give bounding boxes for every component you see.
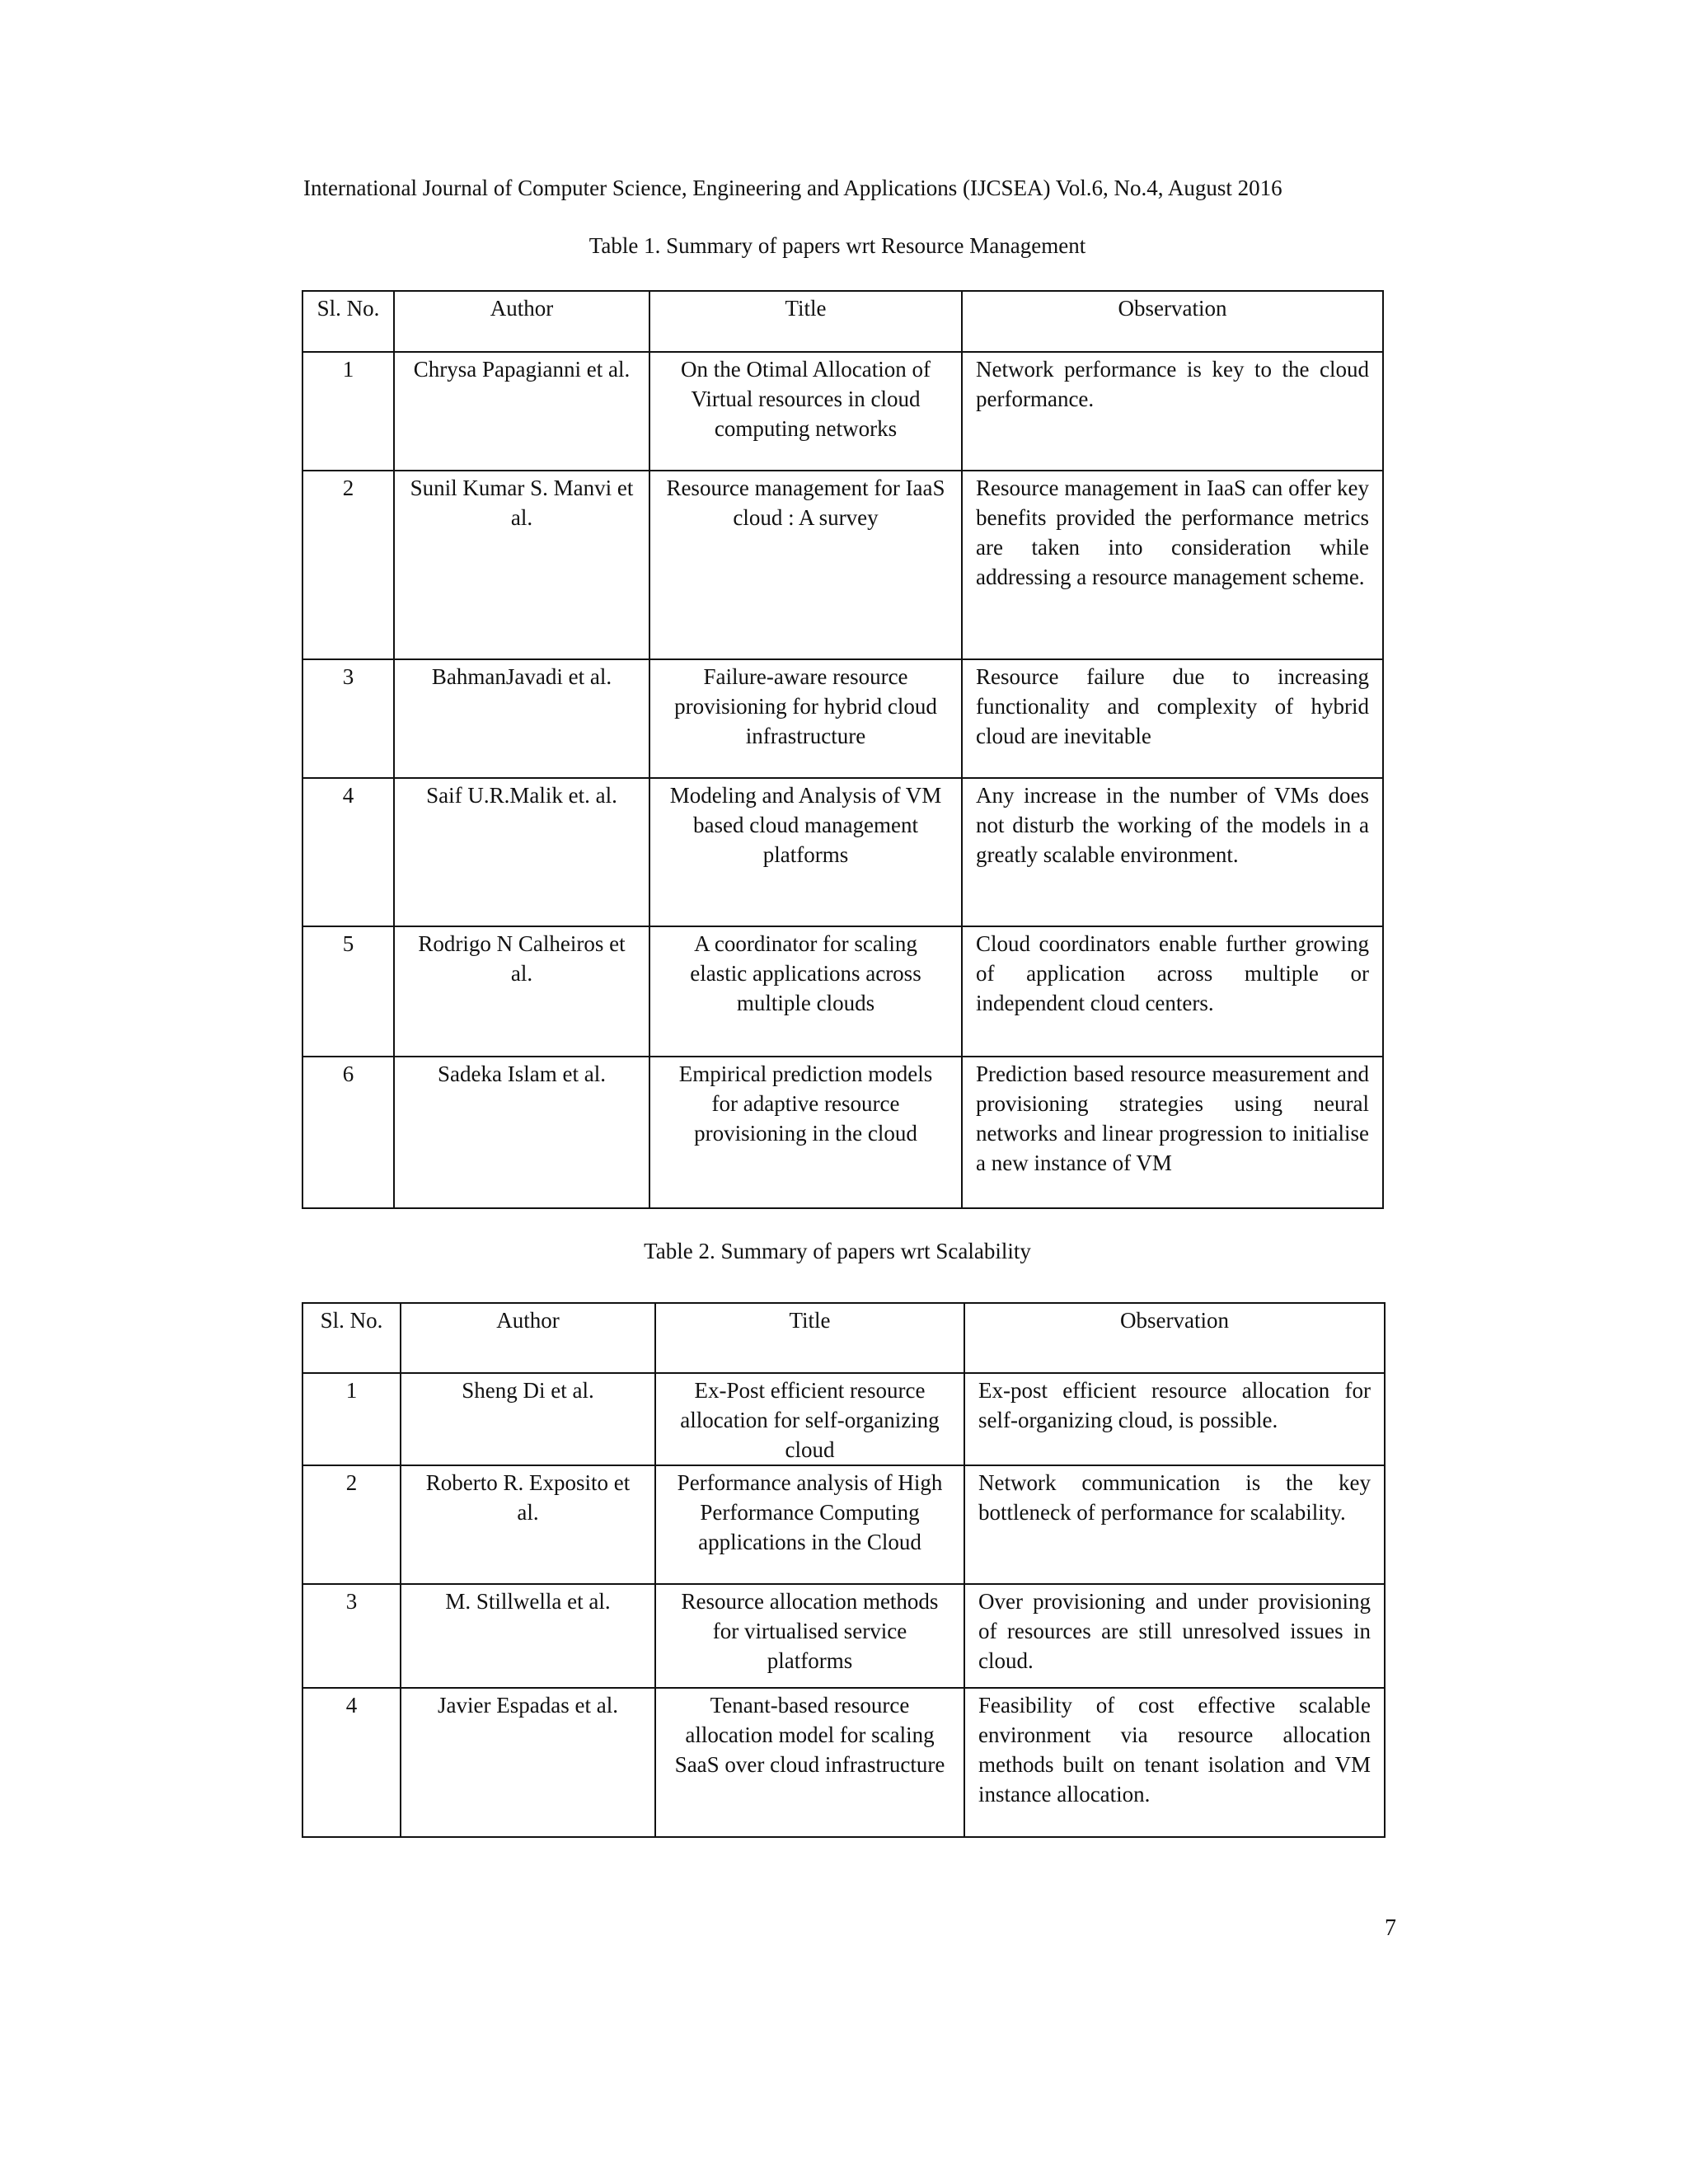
table1-resource-management: [302, 290, 1384, 1209]
table2-header-row: [302, 1303, 1385, 1373]
cell-observation: Prediction based resource measurement and provisioning strategies using neural networks and linear progression to initialise a new instance of VM: [962, 1057, 1383, 1208]
column-header-title: Title: [655, 1303, 964, 1373]
table1-caption: Table 1. Summary of papers wrt Resource Management: [588, 233, 1086, 258]
table-row: [302, 1584, 1385, 1688]
cell-sl-no: 3: [302, 659, 394, 778]
table-row: [302, 471, 1383, 659]
table-row: [302, 352, 1383, 471]
cell-observation: Resource failure due to increasing functionality and complexity of hybrid cloud are inevitable: [962, 659, 1383, 778]
table-row: [302, 778, 1383, 926]
table2-caption: Table 2. Summary of papers wrt Scalability: [644, 1239, 1031, 1263]
cell-observation: Ex-post efficient resource allocation for self-organizing cloud, is possible.: [964, 1373, 1385, 1465]
column-header-sl-no: Sl. No.: [302, 1303, 401, 1373]
cell-author: Chrysa Papagianni et al.: [394, 352, 649, 471]
table-row: [302, 926, 1383, 1057]
cell-sl-no: 5: [302, 926, 394, 1057]
cell-author: Javier Espadas et al.: [401, 1688, 655, 1837]
column-header-author: Author: [394, 291, 649, 352]
cell-observation: Feasibility of cost effective scalable environment via resource allocation methods built on tenant isolation and VM instance allocation.: [964, 1688, 1385, 1837]
cell-sl-no: 6: [302, 1057, 394, 1208]
cell-sl-no: 3: [302, 1584, 401, 1688]
cell-title: Empirical prediction models for adaptive resource provisioning in the cloud: [649, 1057, 962, 1208]
cell-sl-no: 1: [302, 352, 394, 471]
cell-title: Failure-aware resource provisioning for hybrid cloud infrastructure: [649, 659, 962, 778]
cell-observation: Cloud coordinators enable further growing of application across multiple or independent cloud centers.: [962, 926, 1383, 1057]
column-header-title: Title: [649, 291, 962, 352]
cell-author: Roberto R. Exposito et al.: [401, 1465, 655, 1584]
cell-sl-no: 4: [302, 778, 394, 926]
table-row: [302, 1373, 1385, 1465]
column-header-sl-no: Sl. No.: [302, 291, 394, 352]
table2-scalability: [302, 1302, 1386, 1838]
column-header-observation: Observation: [962, 291, 1383, 352]
cell-title: On the Otimal Allocation of Virtual resources in cloud computing networks: [649, 352, 962, 471]
cell-title: Ex-Post efficient resource allocation for self-organizing cloud: [655, 1373, 964, 1465]
cell-title: Tenant-based resource allocation model for scaling SaaS over cloud infrastructure: [655, 1688, 964, 1837]
cell-title: Resource allocation methods for virtualised service platforms: [655, 1584, 964, 1688]
column-header-observation: Observation: [964, 1303, 1385, 1373]
cell-observation: Network performance is key to the cloud performance.: [962, 352, 1383, 471]
cell-sl-no: 4: [302, 1688, 401, 1837]
cell-sl-no: 1: [302, 1373, 401, 1465]
cell-sl-no: 2: [302, 471, 394, 659]
cell-sl-no: 2: [302, 1465, 401, 1584]
cell-author: BahmanJavadi et al.: [394, 659, 649, 778]
journal-header: International Journal of Computer Science, Engineering and Applications (IJCSEA) Vol.6, No.4, August 2016: [303, 176, 1282, 200]
table1-header-row: [302, 291, 1383, 352]
table-row: [302, 1465, 1385, 1584]
cell-author: Sunil Kumar S. Manvi et al.: [394, 471, 649, 659]
column-header-author: Author: [401, 1303, 655, 1373]
table-row: [302, 1688, 1385, 1837]
cell-title: A coordinator for scaling elastic applications across multiple clouds: [649, 926, 962, 1057]
cell-author: Rodrigo N Calheiros et al.: [394, 926, 649, 1057]
cell-observation: Resource management in IaaS can offer key benefits provided the performance metrics are taken into consideration while addressing a resource management scheme.: [962, 471, 1383, 659]
cell-observation: Over provisioning and under provisioning of resources are still unresolved issues in cloud.: [964, 1584, 1385, 1688]
cell-author: Saif U.R.Malik et. al.: [394, 778, 649, 926]
cell-title: Resource management for IaaS cloud : A survey: [649, 471, 962, 659]
cell-author: M. Stillwella et al.: [401, 1584, 655, 1688]
table-row: [302, 659, 1383, 778]
page-number: 7: [1385, 1915, 1396, 1941]
cell-observation: Network communication is the key bottleneck of performance for scalability.: [964, 1465, 1385, 1584]
table-row: [302, 1057, 1383, 1208]
cell-title: Performance analysis of High Performance Computing applications in the Cloud: [655, 1465, 964, 1584]
cell-author: Sheng Di et al.: [401, 1373, 655, 1465]
cell-author: Sadeka Islam et al.: [394, 1057, 649, 1208]
cell-title: Modeling and Analysis of VM based cloud management platforms: [649, 778, 962, 926]
cell-observation: Any increase in the number of VMs does not disturb the working of the models in a greatly scalable environment.: [962, 778, 1383, 926]
